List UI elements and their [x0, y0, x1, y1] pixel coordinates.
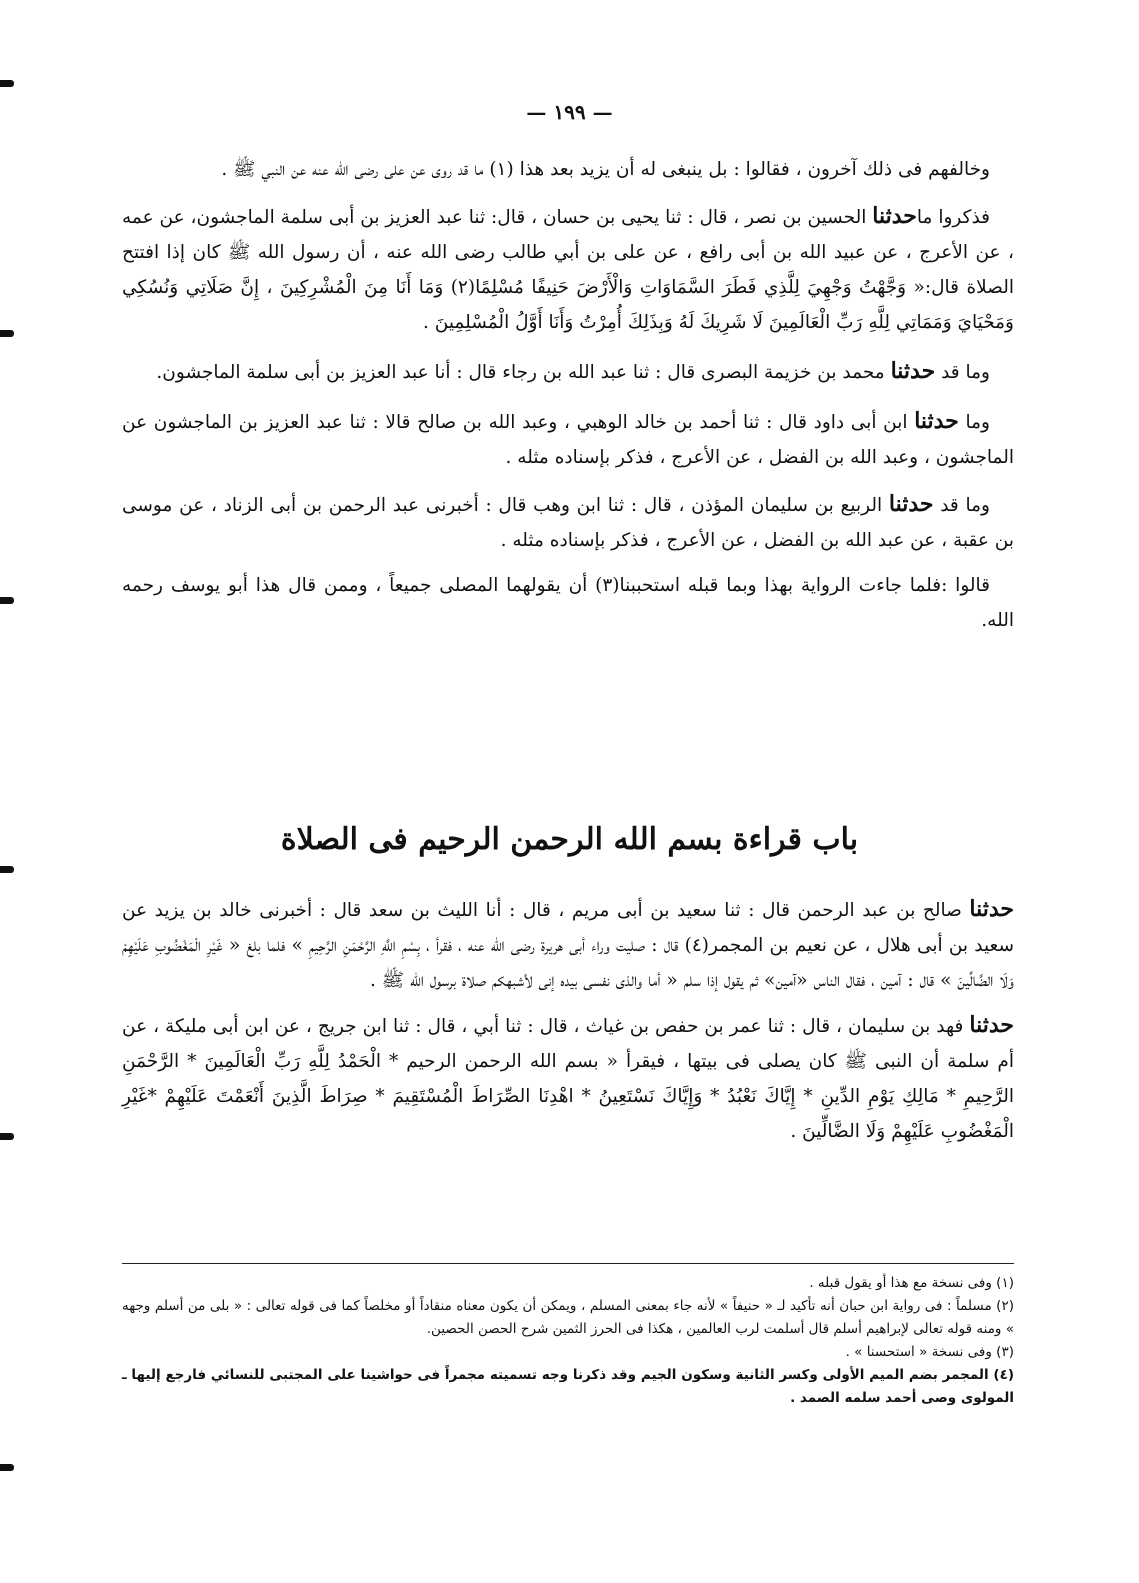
paragraph — [122, 892, 1014, 998]
footnote-1: (١) وفى نسخة مع هذا أو يقول قبله . — [809, 1275, 1014, 1291]
binding-mark — [0, 330, 14, 337]
paragraph-lead: وما — [965, 412, 990, 433]
hadith-marker: حدثنا — [969, 1012, 1014, 1038]
hadith-marker: حدثنا — [890, 358, 936, 384]
paragraph-text: فهد بن سليمان ، قال : ثنا عمر بن حفص بن غياث ، قال : ثنا أبي ، قال : ثنا ابن جريج ، عن ابن أبى مليكة ، عن أم سلمة أن النبى ﷺ كان يصلى فى بيتها ، فيقرأ « بسم الله الرحمن الرحيم * الْحَمْدُ لِلَّهِ رَبِّ الْعَالَمِينَ * الرَّحْمَنِ الرَّحِيمِ * مَالِكِ يَوْمِ الدِّينِ * إِيَّاكَ نَعْبُدُ * وَإِيَّاكَ نَسْتَعِينُ * اهْدِنَا الصِّرَاطَ الْمُسْتَقِيمَ * صِرَاطَ الَّذِينَ أَنْعَمْتَ عَلَيْهِمْ *غَيْرِ الْمَغْضُوبِ عَلَيْهِمْ وَلَا الضَّالِّينَ . — [122, 1016, 1014, 1142]
paragraph — [122, 354, 1014, 390]
chapter-heading: باب قراءة بسم الله الرحمن الرحيم فى الصلاة — [280, 822, 859, 857]
binding-mark — [0, 1133, 14, 1140]
hadith-marker: حدثنا — [872, 203, 917, 229]
paragraph-lead: فذكروا ما — [916, 207, 990, 228]
hadith-marker: حدثنا — [914, 408, 959, 434]
paragraph-text: وخالفهم فى ذلك آخرون ، فقالوا : بل ينبغى له أن يزيد بعد هذا (١) ما قد روى عن على رضى الله عنه عن النبي ﷺ . — [221, 159, 990, 180]
paragraph — [122, 152, 1014, 187]
paragraph-text: صالح بن عبد الرحمن قال : ثنا سعيد بن أبى مريم ، قال : أنا الليث بن سعد قال : أخبرنى خالد بن يزيد عن سعيد بن أبى هلال ، عن نعيم بن المجمر(٤) قال : صليت وراء أبى هريرة رضى الله عنه ، فقرأ ، بِسْمِ اللَّهِ الرَّحْمَنِ الرَّحِيمِ » فلما بلغ « غَيْرِ الْمَغْضُوبِ عَلَيْهِمْ وَلَا الضَّالِّينَ » قال : آمين ، فقال الناس «آمين» ثم يقول إذا سلم « أما والذى نفسى بيده إنى لأشبهكم صلاة برسول الله ﷺ . — [122, 900, 1014, 991]
paragraph-text: قالوا :فلما جاءت الرواية بهذا وبما قبله استحببنا(٣) أن يقولهما المصلى جميعاً ، وممن قال هذا أبو يوسف رحمه الله. — [122, 575, 1014, 631]
paragraph — [122, 568, 1014, 638]
page-number: — ١٩٩ — — [526, 100, 613, 124]
binding-mark — [0, 80, 14, 87]
footnote-3: (٣) وفى نسخة « استحسنا » . — [845, 1344, 1014, 1360]
hadith-marker: حدثنا — [888, 491, 934, 517]
footnote-divider — [122, 1263, 1014, 1264]
footnote-4: (٤) المجمر بضم الميم الأولى وكسر الثانية وسكون الجيم وقد ذكرنا وجه تسميته مجمراً فى حواشينا على المجتبى للنسائي فارجع إليها ـ المولوى وصى أحمد سلمه الصمد . — [122, 1367, 1014, 1406]
paragraph — [122, 487, 1014, 558]
footnote-2: (٢) مسلماً : فى رواية ابن حبان أنه تأكيد لـ « حنيفاً » لأنه جاء بمعنى المسلم ، ويمكن أن يكون معناه منقاداً أو مخلصاً كما فى قوله تعالى : « بلى من أسلم وجهه » ومنه قوله تعالى لإبراهيم أسلم قال أسلمت لرب العالمين ، هكذا فى الحرز الثمين شرح الحصن الحصين. — [122, 1298, 1014, 1337]
paragraph — [122, 404, 1014, 475]
paragraph-text: محمد بن خزيمة البصرى قال : ثنا عبد الله بن رجاء قال : أنا عبد العزيز بن أبى سلمة الماجشون. — [156, 362, 891, 383]
hadith-marker: حدثنا — [969, 896, 1014, 922]
paragraph-lead: وما قد — [941, 362, 990, 383]
paragraph — [122, 1008, 1014, 1149]
binding-mark — [0, 866, 14, 873]
paragraph-lead: وما قد — [940, 495, 990, 516]
footnotes — [122, 1272, 1014, 1410]
binding-mark — [0, 1464, 14, 1471]
paragraph-text: الحسين بن نصر ، قال : ثنا يحيى بن حسان ، قال: ثنا عبد العزيز بن أبى سلمة الماجشون، عن عمه ، عن الأعرج ، عن عبيد الله بن أبى رافع ، عن على بن أبي طالب رضى الله عنه ، أن رسول الله ﷺ كان إذا افتتح الصلاة قال:« وَجَّهْتُ وَجْهِيَ لِلَّذِي فَطَرَ السَّمَاوَاتِ وَالْأَرْضَ حَنِيفًا مُسْلِمًا(٢) وَمَا أَنَا مِنَ الْمُشْرِكِينَ ، إِنَّ صَلَاتِي وَنُسُكِي وَمَحْيَايَ وَمَمَاتِي لِلَّهِ رَبِّ الْعَالَمِينَ لَا شَرِيكَ لَهُ وَبِذَلِكَ أُمِرْتُ وَأَنَا أَوَّلُ الْمُسْلِمِينَ . — [122, 207, 1014, 333]
binding-mark — [0, 597, 14, 604]
paragraph-text: الربيع بن سليمان المؤذن ، قال : ثنا ابن وهب قال : أخبرنى عبد الرحمن بن أبى الزناد ، عن موسى بن عقبة ، عن عبد الله بن الفضل ، عن الأعرج ، فذكر بإسناده مثله . — [122, 495, 1014, 551]
main-text — [122, 152, 1014, 638]
paragraph-text: ابن أبى داود قال : ثنا أحمد بن خالد الوهبي ، وعبد الله بن صالح قالا : ثنا عبد العزيز بن الماجشون عن الماجشون ، وعبد الله بن الفضل ، عن الأعرج ، فذكر بإسناده مثله . — [122, 412, 1014, 468]
chapter-text — [122, 892, 1014, 1149]
paragraph — [122, 199, 1014, 340]
